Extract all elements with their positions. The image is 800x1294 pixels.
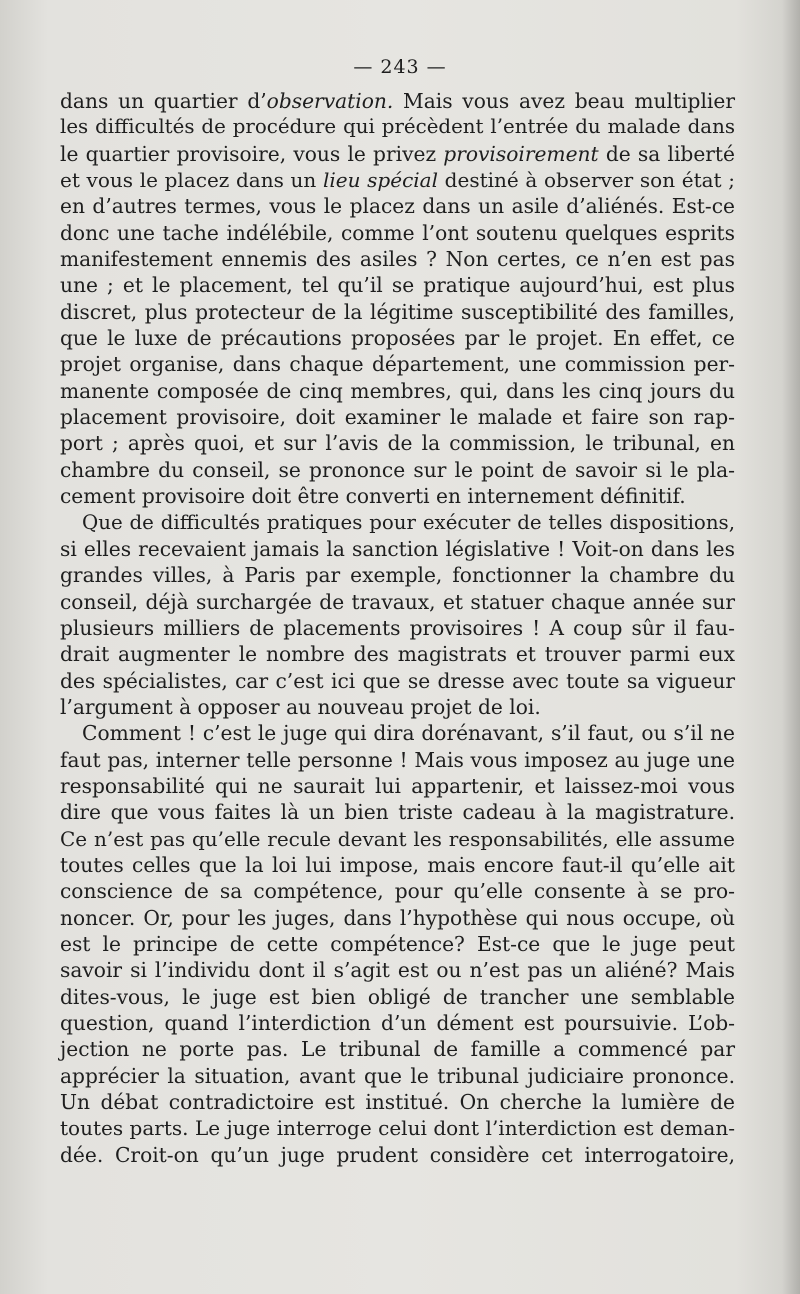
text-line: cement provisoire doit être converti en internement définitif. [60, 484, 686, 509]
text-run: dans un quartier d’ [60, 89, 267, 113]
italic-term: lieu spécial [322, 168, 438, 193]
italic-term: observation. [266, 89, 394, 113]
text-run: destiné à observer son état ; [438, 168, 735, 193]
body-text [60, 88, 735, 1168]
text-line: en d’autres termes, vous le placez dans un asile d’aliénés. Est-ce [60, 194, 735, 219]
text-line: chambre du conseil, se prononce sur le point de savoir si le pla- [60, 457, 735, 482]
text-run: Mais vous avez beau multiplier [393, 89, 735, 113]
text-run: et vous le placez dans un [60, 168, 323, 193]
text-line: dée. Croit-on qu’un juge prudent considère cet interrogatoire, [60, 1142, 735, 1167]
text-line: dites-vous, le juge est bien obligé de trancher une semblable [60, 984, 735, 1009]
text-line: discret, plus protecteur de la légitime susceptibilité des familles, [60, 299, 735, 324]
text-line: toutes celles que la loi lui impose, mais encore faut-il qu’elle ait [60, 852, 735, 877]
text-line: est le principe de cette compétence? Est-ce que le juge peut [60, 932, 735, 956]
text-line: port ; après quoi, et sur l’avis de la commission, le tribunal, en [60, 431, 735, 456]
text-line: responsabilité qui ne saurait lui appartenir, et laissez-moi vous [60, 773, 735, 798]
text-line: jection ne porte pas. Le tribunal de famille a commencé par [60, 1037, 735, 1062]
text-line: apprécier la situation, avant que le tribunal judiciaire prononce. [60, 1063, 735, 1088]
text-line: que le luxe de précautions proposées par le projet. En effet, ce [60, 326, 735, 351]
text-line: grandes villes, à Paris par exemple, fonctionner la chambre du [60, 563, 735, 588]
text-line: noncer. Or, pour les juges, dans l’hypothèse qui nous occupe, où [60, 905, 735, 930]
text-line [60, 88, 735, 114]
text-line: question, quand l’interdiction d’un dément est poursuivie. L’ob- [60, 1011, 735, 1036]
page-edge-shadow [782, 0, 800, 1294]
text-line: toutes parts. Le juge interroge celui dont l’interdiction est deman- [60, 1116, 735, 1141]
text-line: une ; et le placement, tel qu’il se pratique aujourd’hui, est plus [60, 273, 735, 298]
text-line: drait augmenter le nombre des magistrats et trouver parmi eux [60, 642, 735, 667]
text-line: Ce n’est pas qu’elle recule devant les responsabilités, elle assume [60, 826, 735, 851]
text-line: l’argument à opposer au nouveau projet de loi. [60, 694, 541, 719]
text-line: placement provisoire, doit examiner le malade et faire son rap- [60, 405, 735, 430]
text-line: manifestement ennemis des asiles ? Non certes, ce n’en est pas [60, 247, 735, 272]
text-line: conscience de sa compétence, pour qu’elle consente à se pro- [60, 879, 735, 904]
text-line: conseil, déjà surchargée de travaux, et statuer chaque année sur [60, 589, 735, 614]
text-run: le quartier provisoire, vous le privez [60, 141, 444, 166]
text-line [60, 167, 735, 193]
text-line: si elles recevaient jamais la sanction législative ! Voit-on dans les [60, 536, 735, 561]
text-line: dire que vous faites là un bien triste cadeau à la magistrature. [60, 800, 735, 825]
text-line: donc une tache indélébile, comme l’ont soutenu quelques esprits [60, 220, 735, 245]
text-run: de sa liberté [598, 141, 735, 166]
text-line [60, 141, 735, 167]
text-line: des spécialistes, car c’est ici que se dresse avec toute sa vigueur [60, 668, 735, 693]
text-line: Un débat contradictoire est institué. On cherche la lumière de [60, 1090, 735, 1115]
italic-term: provisoirement [443, 141, 599, 166]
text-line: plusieurs milliers de placements provisoires ! A coup sûr il fau- [60, 615, 735, 640]
text-line: manente composée de cinq membres, qui, dans les cinq jours du [60, 378, 735, 403]
text-line: savoir si l’individu dont il s’agit est ou n’est pas un aliéné? Mais [60, 958, 735, 983]
text-line: les difficultés de procédure qui précèdent l’entrée du malade dans [60, 115, 735, 139]
text-line: projet organise, dans chaque département, une commission per- [60, 352, 735, 377]
text-line: faut pas, interner telle personne ! Mais vous imposez au juge une [60, 747, 735, 772]
page-number: — 243 — [353, 56, 447, 78]
text-line: Comment ! c’est le juge qui dira dorénavant, s’il faut, ou s’il ne [82, 721, 735, 746]
text-line: Que de difficultés pratiques pour exécuter de telles dispositions, [82, 510, 735, 534]
